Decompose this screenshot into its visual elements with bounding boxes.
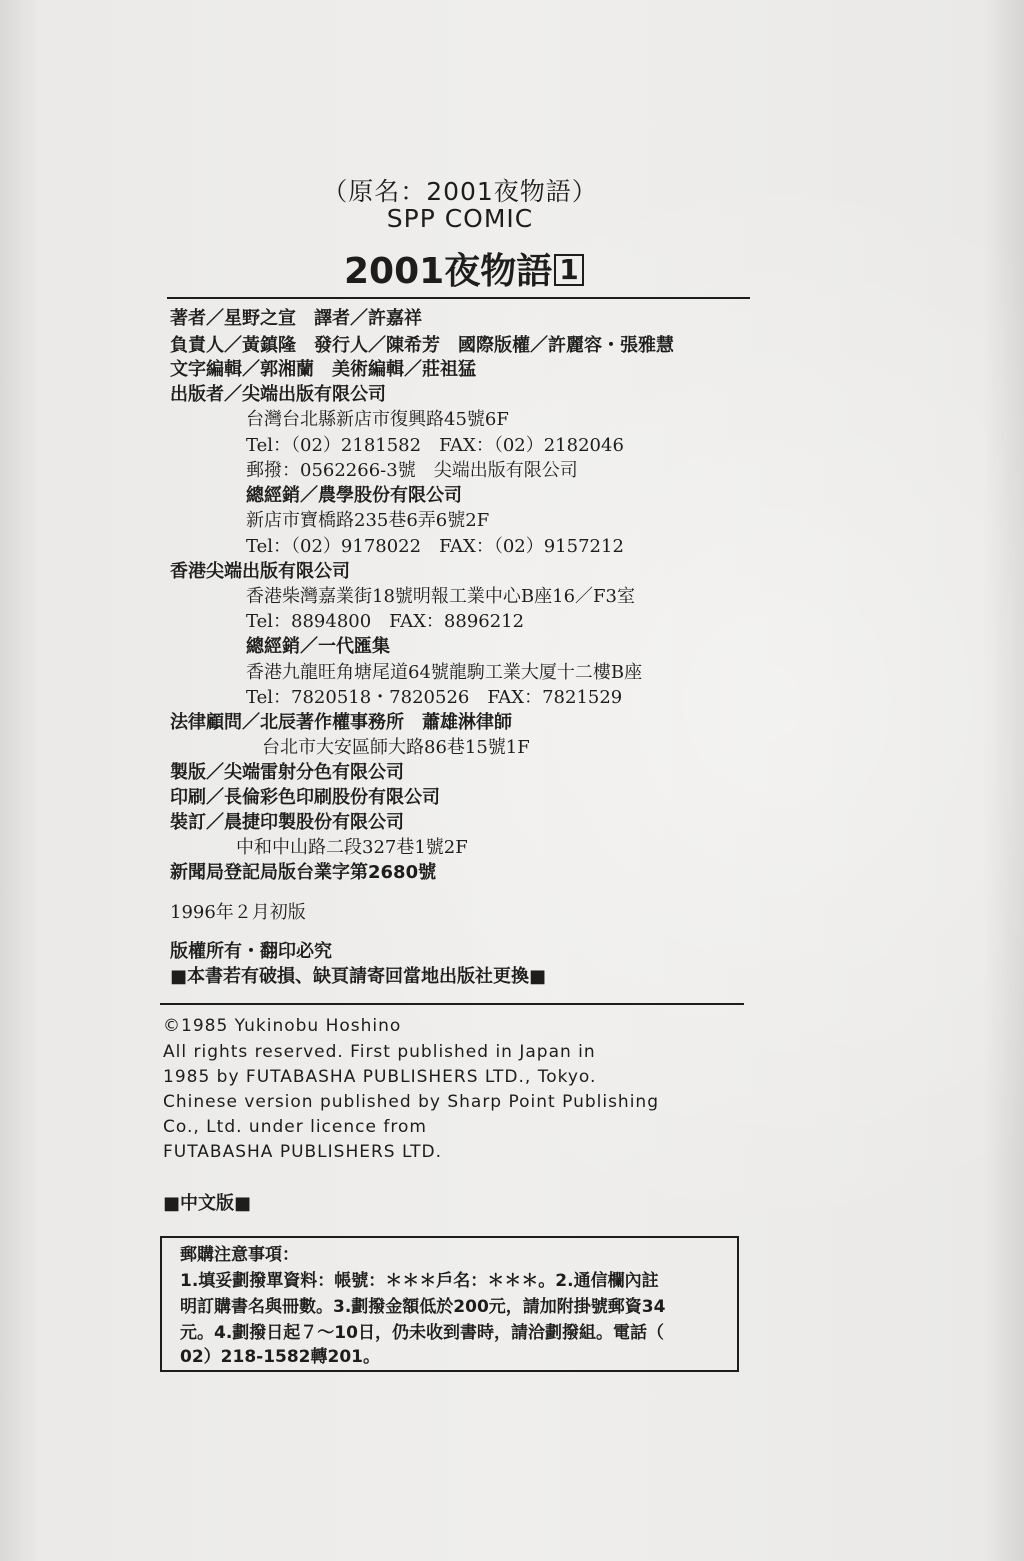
copyright-line-6: FUTABASHA PUBLISHERS LTD. bbox=[163, 1142, 442, 1162]
copyright-line-5: Co., Ltd. under licence from bbox=[163, 1117, 427, 1137]
credits-author-translator: 著者／星野之宣 譯者／許嘉祥 bbox=[170, 308, 422, 329]
hk-distributor: 總經銷／一代匯集 bbox=[246, 636, 390, 657]
publisher-postal: 郵撥：0562266-3號 尖端出版有限公司 bbox=[246, 460, 578, 481]
hk-tel: Tel：8894800 FAX：8896212 bbox=[246, 611, 525, 632]
copyright-line-1: ©1985 Yukinobu Hoshino bbox=[163, 1016, 402, 1036]
distributor: 總經銷／農學股份有限公司 bbox=[246, 485, 462, 506]
copyright-line-3: 1985 by FUTABASHA PUBLISHERS LTD., Tokyo. bbox=[163, 1067, 597, 1087]
chinese-edition-label: ■中文版■ bbox=[163, 1193, 252, 1214]
publisher-tel: Tel：（02）2181582 FAX：（02）2182046 bbox=[246, 435, 624, 456]
notice-line-2: 明訂購書名與冊數。3.劃撥金額低於200元，請加附掛號郵資34 bbox=[180, 1297, 666, 1317]
notice-line-3: 元。4.劃撥日起７～10日，仍未收到書時，請洽劃撥組。電話（ bbox=[180, 1323, 664, 1343]
distributor-address: 新店市寶橋路235巷6弄6號2F bbox=[246, 510, 490, 531]
printing: 印刷／長倫彩色印刷股份有限公司 bbox=[170, 787, 440, 808]
original-name: （原名：2001夜物語） bbox=[322, 177, 598, 206]
notice-line-1: 1.填妥劃撥單資料：帳號：＊＊＊戶名：＊＊＊。2.通信欄內註 bbox=[180, 1271, 659, 1291]
edition-date: 1996年２月初版 bbox=[170, 902, 306, 923]
publisher-address: 台灣台北縣新店市復興路45號6F bbox=[246, 409, 509, 430]
rights-reserved: 版權所有・翻印必究 bbox=[170, 941, 332, 962]
book-title-text: 2001夜物語 bbox=[344, 251, 553, 292]
copyright-line-4: Chinese version published by Sharp Point Publishing bbox=[163, 1092, 659, 1112]
top-divider bbox=[167, 297, 750, 299]
hk-distributor-address: 香港九龍旺角塘尾道64號龍駒工業大厦十二樓B座 bbox=[246, 662, 643, 683]
hk-address: 香港柴灣嘉業街18號明報工業中心B座16／F3室 bbox=[246, 586, 635, 607]
registration-number: 新聞局登記局版台業字第2680號 bbox=[170, 862, 437, 883]
credits-editors: 文字編輯／郭湘蘭 美術編輯／莊祖猛 bbox=[170, 359, 476, 380]
plate-making: 製版／尖端雷射分色有限公司 bbox=[170, 762, 404, 783]
mail-order-notice-box bbox=[160, 1236, 739, 1372]
credits-responsible: 負責人／黃鎮隆 發行人／陳希芳 國際版權／許麗容・張雅慧 bbox=[170, 335, 674, 356]
copyright-line-2: All rights reserved. First published in Japan in bbox=[163, 1042, 596, 1062]
notice-line-4: 02）218-1582轉201。 bbox=[180, 1347, 380, 1367]
legal-address: 台北市大安區師大路86巷15號1F bbox=[262, 737, 530, 758]
distributor-tel: Tel：（02）9178022 FAX：（02）9157212 bbox=[246, 536, 624, 557]
legal-advisor: 法律顧問／北辰著作權事務所 蕭雄淋律師 bbox=[170, 712, 512, 733]
damage-notice: ■本書若有破損、缺頁請寄回當地出版社更換■ bbox=[170, 966, 547, 987]
volume-number: 1 bbox=[554, 254, 583, 286]
notice-heading: 郵購注意事項： bbox=[180, 1245, 299, 1265]
publisher-label: 出版者／尖端出版有限公司 bbox=[170, 384, 386, 405]
hk-publisher: 香港尖端出版有限公司 bbox=[170, 561, 350, 582]
middle-divider bbox=[160, 1003, 744, 1005]
hk-distributor-tel: Tel：7820518・7820526 FAX：7821529 bbox=[246, 687, 623, 708]
binding-address: 中和中山路二段327巷1號2F bbox=[236, 837, 468, 858]
book-title bbox=[344, 243, 584, 294]
series-name: SPP COMIC bbox=[386, 204, 534, 233]
binding: 裝訂／晨捷印製股份有限公司 bbox=[170, 812, 404, 833]
